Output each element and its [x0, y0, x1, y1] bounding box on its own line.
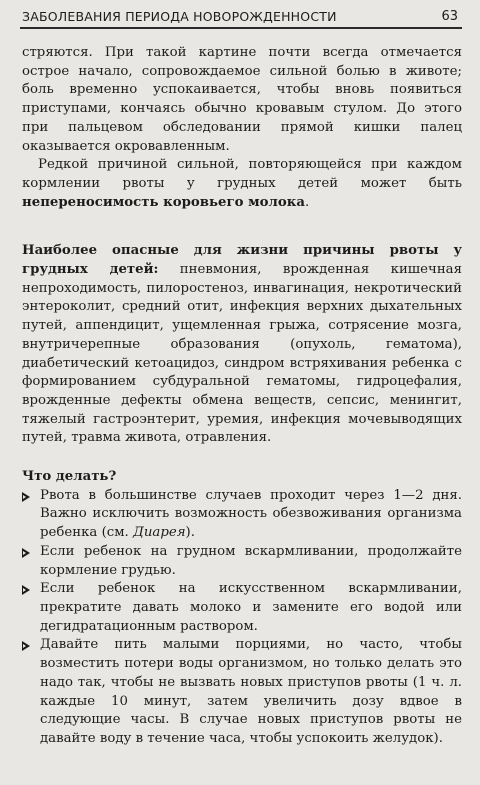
page-header: [20, 5, 462, 29]
what-to-do-heading: Что делать?: [22, 469, 117, 485]
advice-text: Если ребенок на грудном вскармливании, продолжайте кормление грудью.: [40, 543, 462, 578]
page-number: 63: [441, 9, 458, 24]
arrow-bullet-icon: [22, 585, 30, 595]
arrow-bullet-icon: [22, 641, 30, 651]
advice-item: [22, 543, 462, 580]
advice-item: [22, 636, 462, 748]
dangerous-causes-list: пневмония, врожденная кишечная непроходимость, пилоростеноз, инвагинация, некротический энтероколит, средний отит, инфекция верхних дыхательных путей, аппендицит, ущемленная грыжа, сотрясение мозга, внутричерепные образования (опухоль, гематома), диабетический кетоацидоз, синдром встряхивания ребенка с формированием субдуральной гематомы, гидроцефалия, врожденные дефекты обмена веществ, сепсис, менингит, тяжелый гастроэнтерит, уремия, инфекция мочевыводящих путей, травма живота, отравления.: [22, 262, 463, 446]
arrow-bullet-icon: [22, 492, 30, 502]
paragraph-continuation: стряются. При такой картине почти всегда отмечается острое начало, сопровождаемое сильной болью в животе; боль временно успокаивается, чтобы вновь появиться приступами, кончаясь обычно кровавым стулом. До этого при пальцевом обследовании прямой кишки палец оказывается окровавленным.: [22, 45, 462, 154]
advice-text-end: ).: [185, 525, 195, 541]
paragraph-end: .: [305, 194, 310, 210]
dangerous-causes-heading: Наиболее опасные для жизни причины рвоты у грудных детей:: [22, 243, 462, 278]
paragraph-milk-intolerance: [22, 156, 462, 212]
advice-item: [22, 580, 462, 636]
cross-reference: Диарея: [133, 525, 186, 541]
running-title: ЗАБОЛЕВАНИЯ ПЕРИОДА НОВОРОЖДЕННОСТИ: [22, 9, 337, 24]
paragraph-dangerous-causes: [22, 242, 462, 448]
page-body: [22, 44, 462, 749]
advice-item: [22, 487, 462, 543]
paragraph-text: Редкой причиной сильной, повторяющейся при каждом кормлении рвоты у грудных детей может быть: [22, 157, 462, 191]
arrow-bullet-icon: [22, 548, 30, 558]
advice-text: Если ребенок на искусственном вскармливании, прекратите давать молоко и замените его водой или дегидратационным раствором.: [40, 581, 462, 634]
advice-text: Рвота в большинстве случаев проходит через 1—2 дня. Важно исключить возможность обезвоживания организма ребенка (см.: [40, 487, 462, 541]
advice-text: Давайте пить малыми порциями, но часто, чтобы возместить потери воды организмом, но только делать это надо так, чтобы не вызвать новых приступов рвоты (1 ч. л. каждые 10 минут, затем увеличить дозу вдвое в следующие часы. В случае новых приступов рвоты не давайте воду в течение часа, чтобы успокоить желудок).: [40, 637, 462, 746]
advice-list: [22, 487, 462, 749]
emphasis-milk-intolerance: непереносимость коровьего молока: [22, 194, 306, 210]
